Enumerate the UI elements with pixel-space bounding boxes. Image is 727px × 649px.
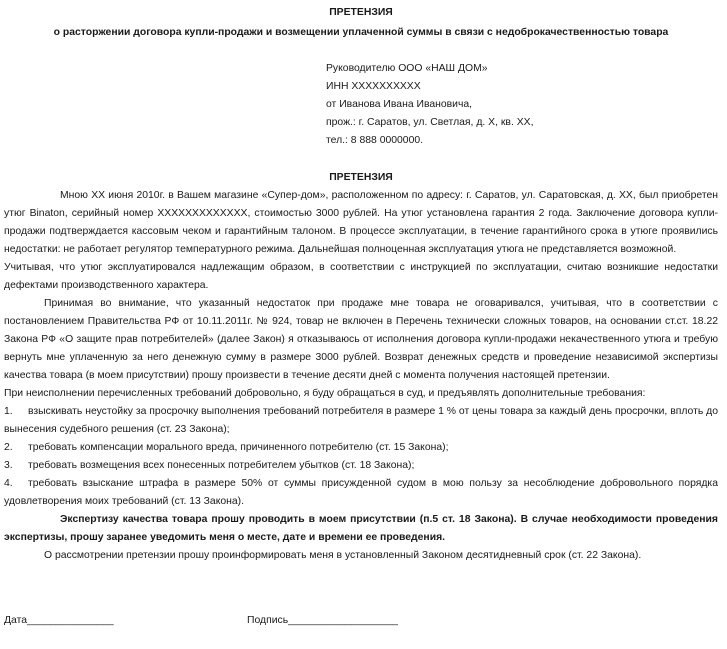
address-residence: прож.: г. Саратов, ул. Светлая, д. Х, кв. ХХ, (326, 117, 534, 128)
list-item (4, 475, 718, 511)
address-inn: ИНН ХХХХХХХХХХ (326, 81, 421, 92)
paragraph-purchase: Мною ХХ июня 2010г. в Вашем магазине «Супер-дом», расположенном по адресу: г. Саратов, ул. Саратовская, д. ХХ, был приобретен утюг Binaton, серийный номер ХХХХХХХХХХХХХ, стоимостью 3000 рублей. На утюг установлена гарантия 2 года. Заключение договора купли-продажи подтверждается кассовым чеком и гарантийным талоном. В процессе эксплуатации, в течение гарантийного срока в утюге проявились недостатки: не работает регулятор температурного режима. Дальнейшая полноценная эксплуатация утюга не представляется возможной. (4, 190, 718, 255)
document-title: ПРЕТЕНЗИЯ (329, 7, 393, 18)
document-page (4, 0, 718, 626)
list-item (4, 403, 718, 439)
list-item-number: 1. (4, 406, 13, 417)
list-item-number: 2. (4, 442, 13, 453)
address-sender: от Иванова Ивана Ивановича, (326, 99, 473, 110)
list-item-text: требовать взыскание штрафа в размере 50% от суммы присужденной судом в мою пользу за несоблюдение добровольного порядка удовлетворения моих требований (ст. 13 Закона). (4, 478, 718, 507)
paragraph-refusal: Принимая во внимание, что указанный недостаток при продаже мне товара не оговаривался, учитывая, что в соответствии с постановлением Правительства РФ от 10.11.2011г. № 924, товар не включен в Перечень технически сложных товаров, на основании ст.ст. 18.22 Закона РФ «О защите прав потребителей» (далее Закон) я отказываюсь от исполнения договора купли-продажи некачественного утюга и требую вернуть мне уплаченную за него денежную сумму в размере 3000 рублей. Возврат денежных средств и проведение независимой экспертизы качества товара (в моем присутствии) прошу произвести в течение десяти дней с момента получения настоящей претензии. (4, 298, 718, 381)
list-item-number: 3. (4, 460, 13, 471)
paragraph-expertise: Экспертизу качества товара прошу проводить в моем присутствии (п.5 ст. 18 Закона). В случае необходимости проведения экспертизы, прошу заранее уведомить меня о месте, дате и времени ее проведения. (4, 514, 718, 543)
paragraph-notification: О рассмотрении претензии прошу проинформировать меня в установленный Законом десятидневный срок (ст. 22 Закона). (44, 550, 642, 561)
list-item (4, 439, 718, 457)
list-item-text: требовать возмещения всех понесенных потребителем убытков (ст. 18 Закона); (28, 460, 415, 471)
paragraph-defects: Учитывая, что утюг эксплуатировался надлежащим образом, в соответствии с инструкцией по эксплуатации, считаю возникшие недостатки дефектами производственного характера. (4, 262, 718, 291)
signature-field: Подпись___________________ (247, 615, 398, 626)
address-block (326, 60, 718, 150)
list-item-text: требовать компенсации морального вреда, причиненного потребителю (ст. 15 Закона); (28, 442, 449, 453)
demands-list (4, 403, 718, 511)
list-item (4, 457, 718, 475)
list-item-text: взыскивать неустойку за просрочку выполнения требований потребителя в размере 1 % от цены товара за каждый день просрочки, вплоть до вынесения судебного решения (ст. 23 Закона); (4, 406, 718, 435)
date-field: Дата_______________ (4, 615, 114, 626)
address-recipient: Руководителю ООО «НАШ ДОМ» (326, 63, 488, 74)
list-item-number: 4. (4, 478, 13, 489)
paragraph-demands-intro: При неисполнении перечисленных требований добровольно, я буду обращаться в суд, и предъявлять дополнительные требования: (4, 388, 646, 399)
address-phone: тел.: 8 888 0000000. (326, 135, 424, 146)
document-subtitle: о расторжении договора купли-продажи и возмещении уплаченной суммы в связи с недоброкачественностью товара (53, 27, 669, 38)
claim-title: ПРЕТЕНЗИЯ (329, 172, 393, 183)
signature-row (4, 612, 718, 630)
